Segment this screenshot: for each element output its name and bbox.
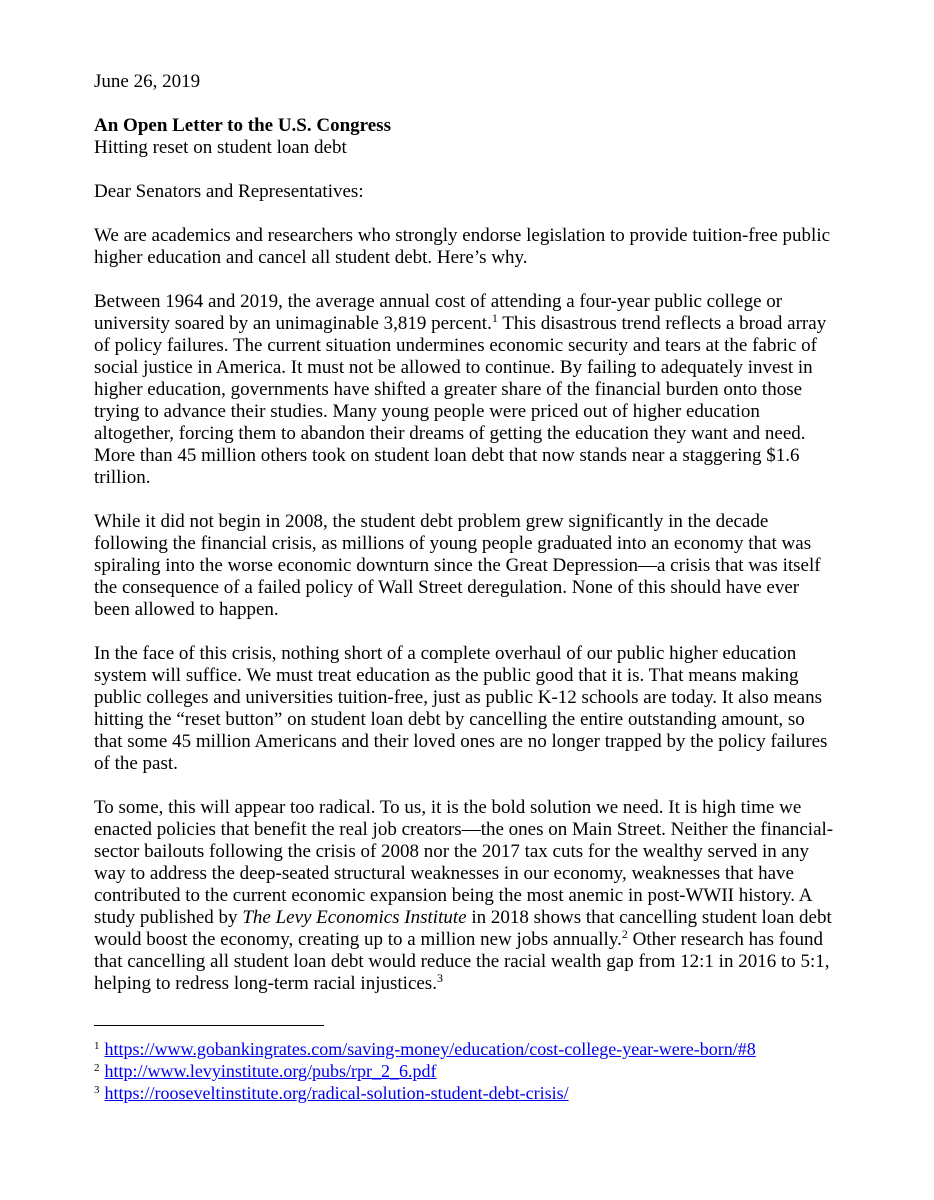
footnote-divider <box>94 1025 324 1026</box>
footnote-number: 3 <box>94 1084 100 1096</box>
footnote-number: 2 <box>94 1062 100 1074</box>
paragraph-5 <box>94 797 854 995</box>
line <box>94 929 854 951</box>
paragraph-4 <box>94 643 854 775</box>
line: altogether, forcing them to abandon their dreams of getting the education they want and need. <box>94 423 806 444</box>
line: the consequence of a failed policy of Wall Street deregulation. None of this should have ever <box>94 577 800 598</box>
text: Other research has found <box>627 929 824 950</box>
line: public colleges and universities tuition-free, just as public K-12 schools are today. It also means <box>94 687 822 708</box>
line: trying to advance their studies. Many young people were priced out of higher education <box>94 401 760 422</box>
line: of policy failures. The current situation undermines economic security and tears at the fabric of <box>94 335 817 356</box>
text: would boost the economy, creating up to a million new jobs annually. <box>94 929 622 950</box>
line: spiraling into the worse economic downturn since the Great Depression—a crisis that was itself <box>94 555 821 576</box>
footnote-ref-3: 3 <box>436 971 443 985</box>
text: helping to redress long-term racial injustices. <box>94 973 437 994</box>
line: higher education and cancel all student debt. Here’s why. <box>94 247 528 268</box>
institute-name: The Levy Economics Institute <box>242 907 467 928</box>
footnote-link[interactable]: https://rooseveltinstitute.org/radical-solution-student-debt-crisis/ <box>104 1083 569 1103</box>
footnote-number: 1 <box>94 1040 100 1052</box>
letter-body <box>94 71 854 995</box>
letter-subtitle: Hitting reset on student loan debt <box>94 137 347 158</box>
line: trillion. <box>94 467 151 488</box>
footnote-1 <box>94 1038 756 1060</box>
paragraph-3 <box>94 511 854 621</box>
line: While it did not begin in 2008, the student debt problem grew significantly in the decade <box>94 511 769 532</box>
line: enacted policies that benefit the real job creators—the ones on Main Street. Neither the financial- <box>94 819 834 840</box>
footnote-link[interactable]: https://www.gobankingrates.com/saving-money/education/cost-college-year-were-born/#8 <box>104 1039 756 1059</box>
line: In the face of this crisis, nothing short of a complete overhaul of our public higher education <box>94 643 797 664</box>
line: that cancelling all student loan debt would reduce the racial wealth gap from 12:1 in 2016 to 5:1, <box>94 951 830 972</box>
line: To some, this will appear too radical. To us, it is the bold solution we need. It is high time we <box>94 797 802 818</box>
footnote-link[interactable]: http://www.levyinstitute.org/pubs/rpr_2_6.pdf <box>104 1061 437 1081</box>
footnote-ref-1: 1 <box>491 311 498 325</box>
line: contributed to the current economic expansion being the most anemic in post-WWII history. A <box>94 885 813 906</box>
line: social justice in America. It must not be allowed to continue. By failing to adequately invest in <box>94 357 813 378</box>
paragraph-2 <box>94 291 854 489</box>
text: in 2018 shows that cancelling student loan debt <box>466 907 832 928</box>
title-text: An Open Letter to the U.S. Congress <box>94 115 391 136</box>
line: Between 1964 and 2019, the average annual cost of attending a four-year public college or <box>94 291 783 312</box>
line <box>94 973 854 995</box>
line: of the past. <box>94 753 178 774</box>
salutation: Dear Senators and Representatives: <box>94 181 364 202</box>
letter-title <box>94 115 854 137</box>
line <box>94 313 854 335</box>
line: sector bailouts following the crisis of 2008 nor the 2017 tax cuts for the wealthy served in any <box>94 841 809 862</box>
line <box>94 907 854 929</box>
text: This disastrous trend reflects a broad array <box>497 313 827 334</box>
line: higher education, governments have shifted a greater share of the financial burden onto those <box>94 379 803 400</box>
line: that some 45 million Americans and their loved ones are no longer trapped by the policy failures <box>94 731 828 752</box>
line: system will suffice. We must treat education as the public good that it is. That means making <box>94 665 799 686</box>
line: hitting the “reset button” on student loan debt by cancelling the entire outstanding amount, so <box>94 709 805 730</box>
paragraph-1 <box>94 225 854 269</box>
footnote-3 <box>94 1082 756 1104</box>
footnote-2 <box>94 1060 756 1082</box>
line: More than 45 million others took on student loan debt that now stands near a staggering $1.6 <box>94 445 800 466</box>
line: We are academics and researchers who strongly endorse legislation to provide tuition-free public <box>94 225 831 246</box>
line: following the financial crisis, as millions of young people graduated into an economy that was <box>94 533 812 554</box>
footnote-ref-2: 2 <box>621 927 628 941</box>
date: June 26, 2019 <box>94 71 201 92</box>
text: university soared by an unimaginable 3,819 percent. <box>94 313 492 334</box>
line: been allowed to happen. <box>94 599 279 620</box>
text: study published by <box>94 907 243 928</box>
line: way to address the deep-seated structural weaknesses in our economy, weaknesses that have <box>94 863 794 884</box>
footnotes <box>94 1038 756 1104</box>
